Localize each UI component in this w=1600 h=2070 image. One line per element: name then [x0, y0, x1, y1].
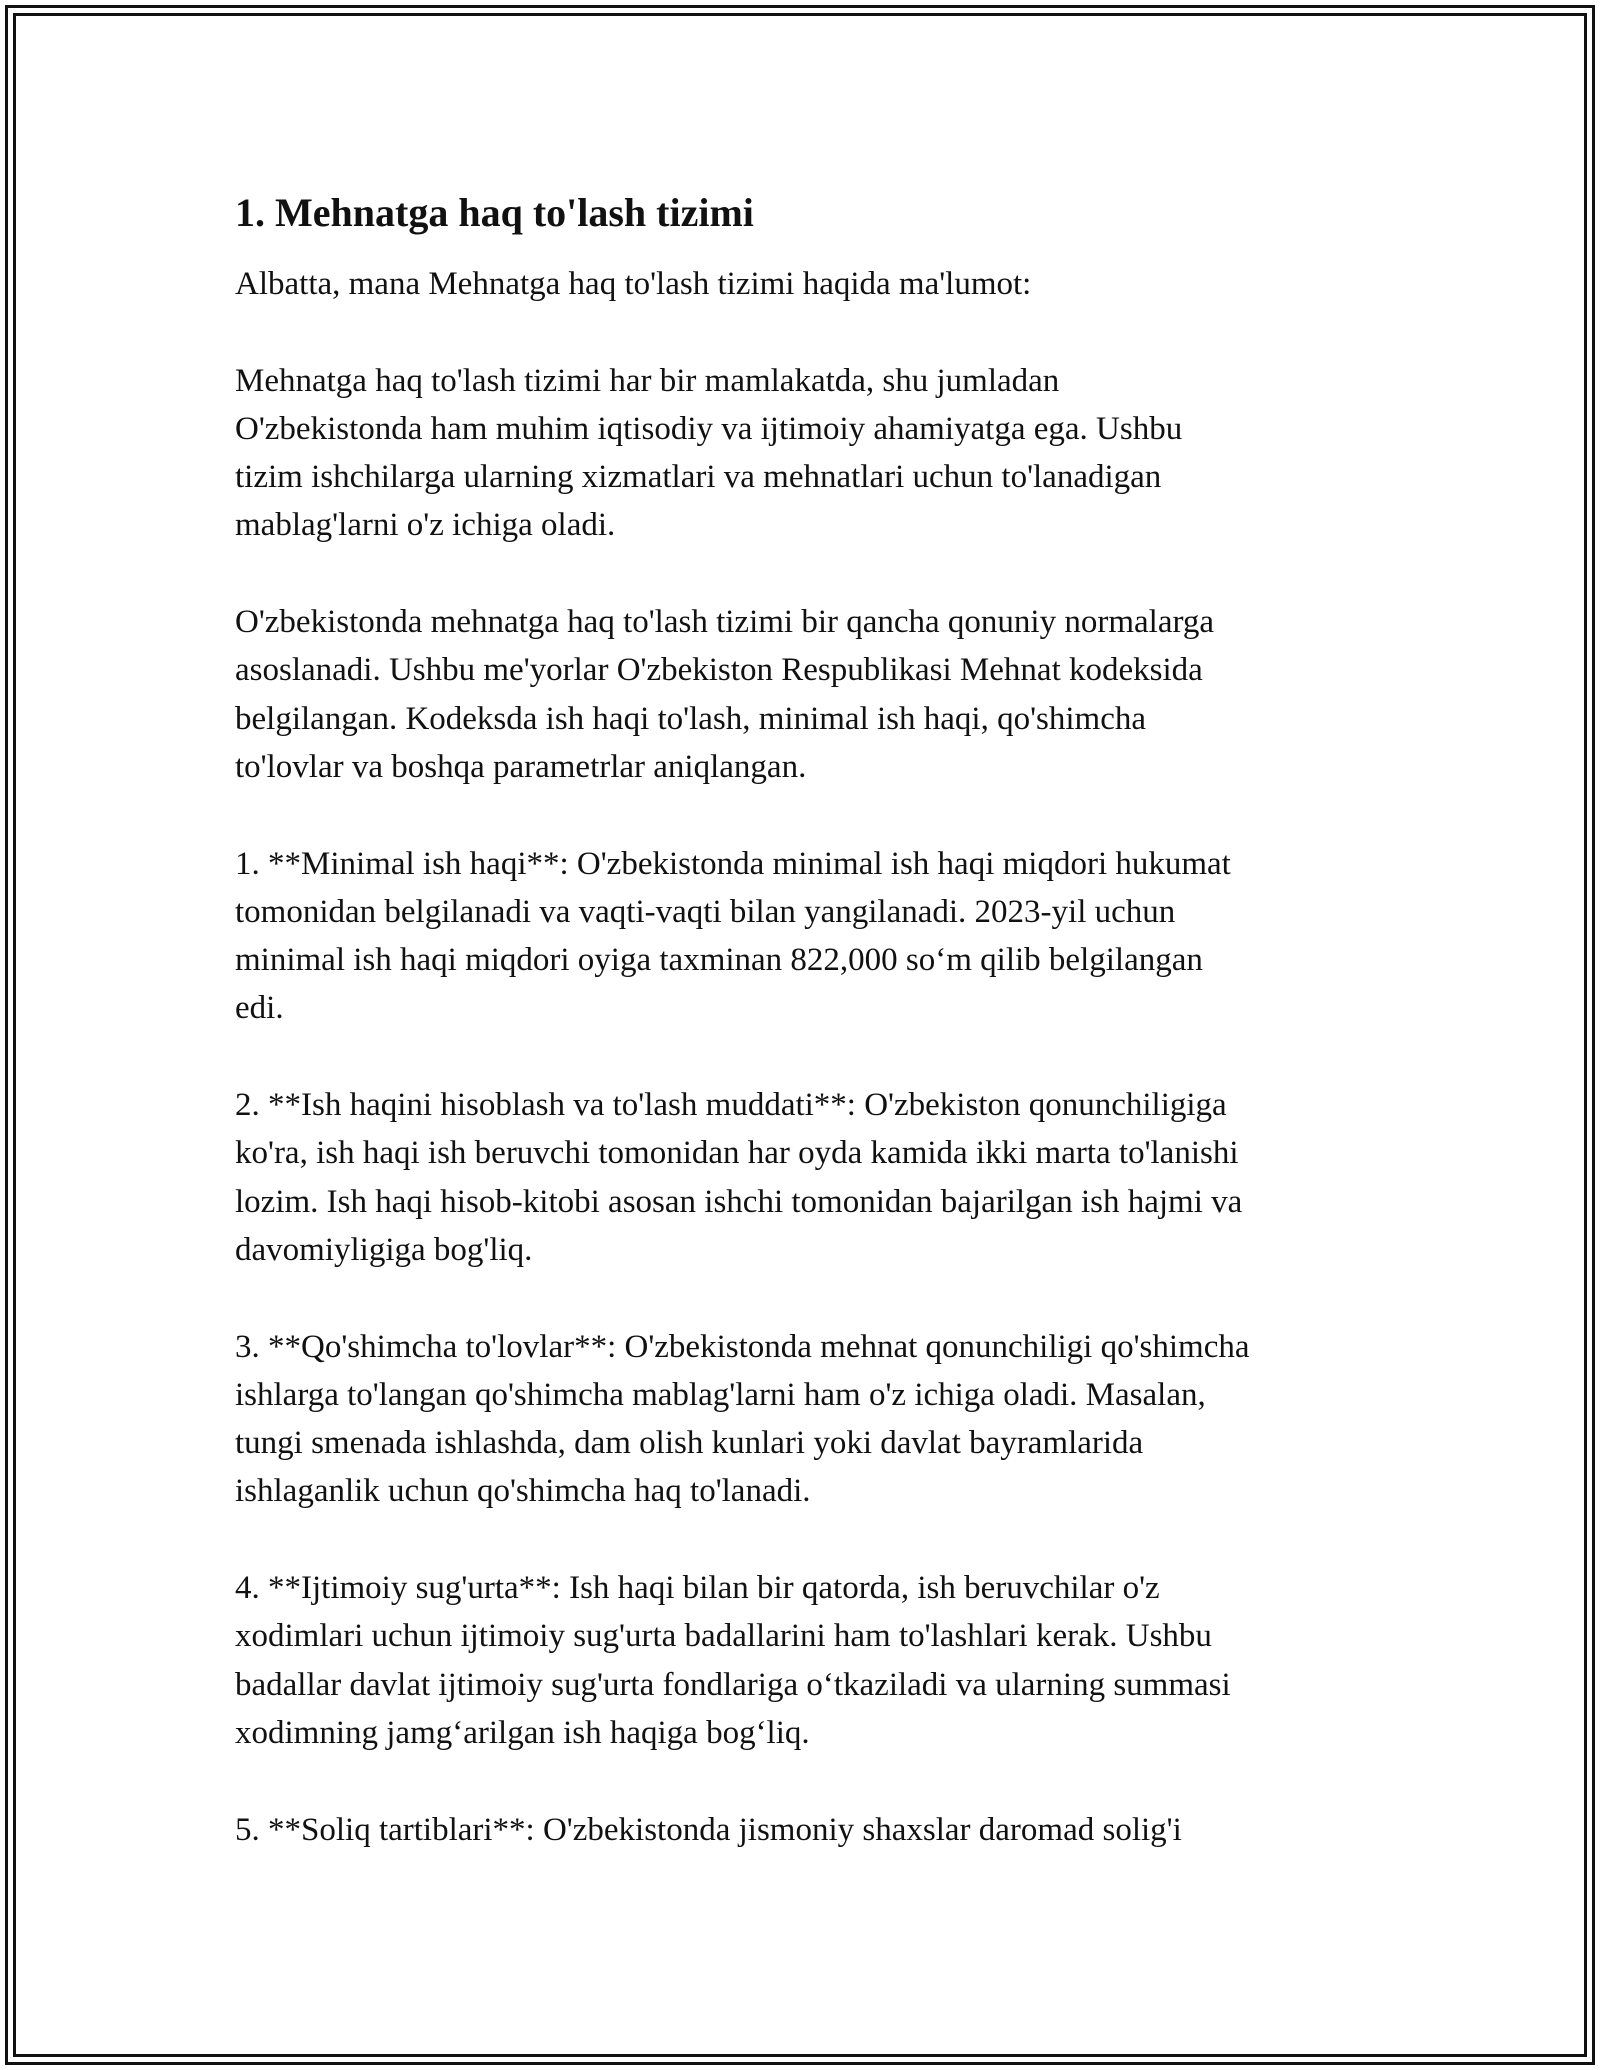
paragraph-line: tomonidan belgilanadi va vaqti-vaqti bilan yangilanadi. 2023-yil uchun [235, 893, 1176, 930]
paragraph-line: asoslanadi. Ushbu me'yorlar O'zbekiston Respublikasi Mehnat kodeksida [235, 652, 1203, 689]
document-body [235, 185, 1375, 1854]
list-item-additional-payments [235, 1323, 1375, 1516]
intro-paragraph [235, 260, 1375, 308]
document-title: 1. Mehnatga haq to'lash tizimi [235, 190, 754, 235]
paragraph-line: tizim ishchilarga ularning xizmatlari va mehnatlari uchun to'lanadigan [235, 459, 1162, 496]
paragraph-line: 2. **Ish haqini hisoblash va to'lash muddati**: O'zbekiston qonunchiligiga [235, 1087, 1227, 1124]
paragraph-line: to'lovlar va boshqa parametrlar aniqlangan. [235, 748, 807, 785]
paragraph-line: ishlaganlik uchun qo'shimcha haq to'lanadi. [235, 1473, 811, 1510]
paragraph-line: mablag'larni o'z ichiga oladi. [235, 507, 616, 544]
paragraph-line: 1. **Minimal ish haqi**: O'zbekistonda minimal ish haqi miqdori hukumat [235, 845, 1231, 882]
paragraph-line: xodimning jamg‘arilgan ish haqiga bog‘liq. [235, 1714, 810, 1751]
paragraph-line: 3. **Qo'shimcha to'lovlar**: O'zbekistonda mehnat qonunchiligi qo'shimcha [235, 1328, 1250, 1365]
paragraph-line: O'zbekistonda ham muhim iqtisodiy va ijtimoiy ahamiyatga ega. Ushbu [235, 410, 1183, 447]
paragraph-line: Mehnatga haq to'lash tizimi har bir mamlakatda, shu jumladan [235, 362, 1060, 399]
overview-paragraph [235, 357, 1375, 550]
paragraph-line: belgilangan. Kodeksda ish haqi to'lash, minimal ish haqi, qo'shimcha [235, 700, 1146, 737]
list-item-tax-rules [235, 1806, 1375, 1854]
paragraph-line: xodimlari uchun ijtimoiy sug'urta badallarini ham to'lashlari kerak. Ushbu [235, 1618, 1212, 1655]
paragraph-line: ishlarga to'langan qo'shimcha mablag'larni ham o'z ichiga oladi. Masalan, [235, 1376, 1206, 1413]
paragraph-line: 4. **Ijtimoiy sug'urta**: Ish haqi bilan bir qatorda, ish beruvchilar o'z [235, 1570, 1160, 1607]
legal-basis-paragraph [235, 598, 1375, 791]
paragraph-line: badallar davlat ijtimoiy sug'urta fondlariga o‘tkaziladi va ularning summasi [235, 1666, 1231, 1703]
paragraph-line: lozim. Ish haqi hisob-kitobi asosan ishchi tomonidan bajarilgan ish hajmi va [235, 1183, 1243, 1220]
list-item-minimal-wage [235, 840, 1375, 1033]
list-item-payment-schedule [235, 1081, 1375, 1274]
paragraph-line: ko'ra, ish haqi ish beruvchi tomonidan har oyda kamida ikki marta to'lanishi [235, 1135, 1239, 1172]
list-item-social-insurance [235, 1564, 1375, 1757]
paragraph-line: edi. [235, 990, 284, 1027]
paragraph-line: 5. **Soliq tartiblari**: O'zbekistonda jismoniy shaxslar daromad solig'i [235, 1811, 1182, 1848]
paragraph-line: minimal ish haqi miqdori oyiga taxminan 822,000 so‘m qilib belgilangan [235, 942, 1203, 979]
paragraph-line: Albatta, mana Mehnatga haq to'lash tizimi haqida ma'lumot: [235, 266, 1032, 302]
paragraph-line: tungi smenada ishlashda, dam olish kunlari yoki davlat bayramlarida [235, 1425, 1144, 1462]
paragraph-line: O'zbekistonda mehnatga haq to'lash tizimi bir qancha qonuniy normalarga [235, 604, 1215, 641]
paragraph-line: davomiyligiga bog'liq. [235, 1231, 533, 1268]
